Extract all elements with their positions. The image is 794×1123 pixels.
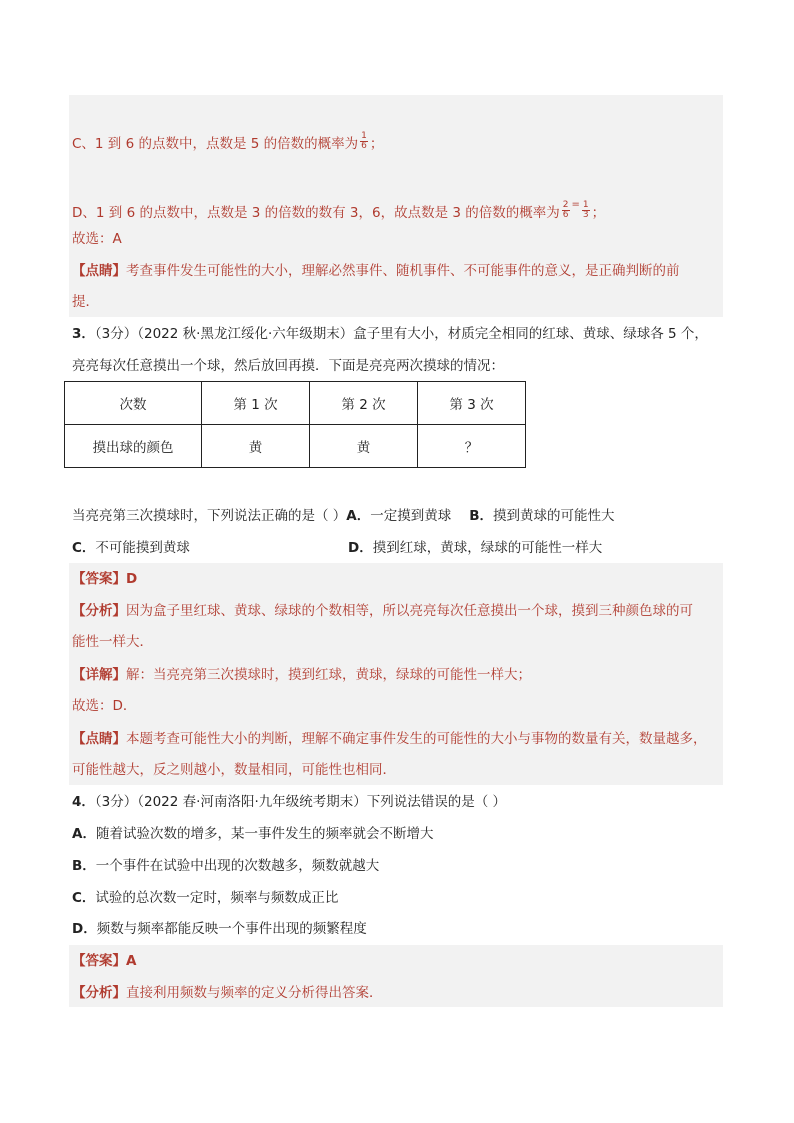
q3-option-d: D．摸到红球，黄球，绿球的可能性一样大 <box>348 540 603 556</box>
q3-table <box>64 381 526 468</box>
q4-option-d: D．频数与频率都能反映一个事件出现的频繁程度 <box>72 921 367 937</box>
table-cell: 黄 <box>310 425 418 468</box>
question-number: 3． <box>72 326 95 342</box>
q4-option-c: C．试验的总次数一定时，频率与频数成正比 <box>72 890 339 906</box>
q3-analysis-cont: 能性一样大． <box>72 634 153 650</box>
answer-tag: 【答案】 <box>72 953 126 969</box>
q4-answer: 【答案】A <box>72 953 137 969</box>
q3-answer: 【答案】D <box>72 571 138 587</box>
q3-choice: 故选：D． <box>72 698 137 714</box>
table-cell: 黄 <box>202 425 310 468</box>
q2-option-c-explanation: C、1 到 6 的点数中，点数是 5 的倍数的概率为 $\frac{1}{6}$ ； <box>72 131 384 152</box>
q2-choice: 故选：A <box>72 231 122 247</box>
table-cell: ？ <box>418 425 526 468</box>
q3-stem-line1: 3．（3分）（2022 秋·黑龙江绥化·六年级期末）盒子里有大小，材质完全相同的红球、黄球、绿球各 5 个， <box>72 326 708 342</box>
q3-analysis: 【分析】因为盒子里红球、黄球、绿球的个数相等，所以亮亮每次任意摸出一个球，摸到三种颜色球的可 <box>72 603 693 619</box>
q3-detail: 【详解】解：当亮亮第三次摸球时，摸到红球，黄球，绿球的可能性一样大； <box>72 667 531 683</box>
analysis-tag: 【分析】 <box>72 603 126 619</box>
q3-comment-cont: 可能性越大，反之则越小，数量相同，可能性也相同． <box>72 762 396 778</box>
comment-tag: 【点睛】 <box>72 263 126 279</box>
q4-stem: 4．（3分）（2022 春·河南洛阳·九年级统考期末）下列说法错误的是（ ） <box>72 794 507 810</box>
q3-comment: 【点睛】本题考查可能性大小的判断，理解不确定事件发生的可能性的大小与事物的数量有关，数量越多， <box>72 731 707 747</box>
analysis-tag: 【分析】 <box>72 985 126 1001</box>
q2-option-d-explanation: D、1 到 6 的点数中，点数是 3 的倍数的数有 3，6，故点数是 3 的倍数的概率为 $\frac{2}{6}$ = $\frac{1}{3}$ ； <box>72 199 606 221</box>
q2-comment-cont: 提． <box>72 294 99 310</box>
q3-question: 当亮亮第三次摸球时，下列说法正确的是（ ）A．一定摸到黄球 B．摸到黄球的可能性大 <box>72 508 615 524</box>
detail-tag: 【详解】 <box>72 667 126 683</box>
q4-analysis: 【分析】直接利用频数与频率的定义分析得出答案． <box>72 985 383 1001</box>
table-header-cell: 第 1 次 <box>202 382 310 425</box>
fraction: $\frac{2}{6}$ <box>562 200 569 220</box>
q3-option-c: C．不可能摸到黄球 <box>72 540 190 556</box>
q4-option-b: B．一个事件在试验中出现的次数越多，频数就越大 <box>72 858 380 874</box>
table-row <box>65 425 526 468</box>
table-cell: 摸出球的颜色 <box>65 425 202 468</box>
table-header-cell: 第 3 次 <box>418 382 526 425</box>
table-row <box>65 382 526 425</box>
comment-tag: 【点睛】 <box>72 731 126 747</box>
q2-comment: 【点睛】考查事件发生可能性的大小，理解必然事件、随机事件、不可能事件的意义，是正确判断的前 <box>72 263 680 279</box>
q3-stem-line2: 亮亮每次任意摸出一个球，然后放回再摸．下面是亮亮两次摸球的情况： <box>72 358 504 374</box>
q4-option-a: A．随着试验次数的增多，某一事件发生的频率就会不断增大 <box>72 826 434 842</box>
fraction: $\frac{1}{6}$ <box>361 131 367 151</box>
table-header-cell: 第 2 次 <box>310 382 418 425</box>
table-header-cell: 次数 <box>65 382 202 425</box>
answer-tag: 【答案】 <box>72 571 126 587</box>
question-number: 4． <box>72 794 95 810</box>
fraction: $\frac{1}{3}$ <box>582 200 589 220</box>
